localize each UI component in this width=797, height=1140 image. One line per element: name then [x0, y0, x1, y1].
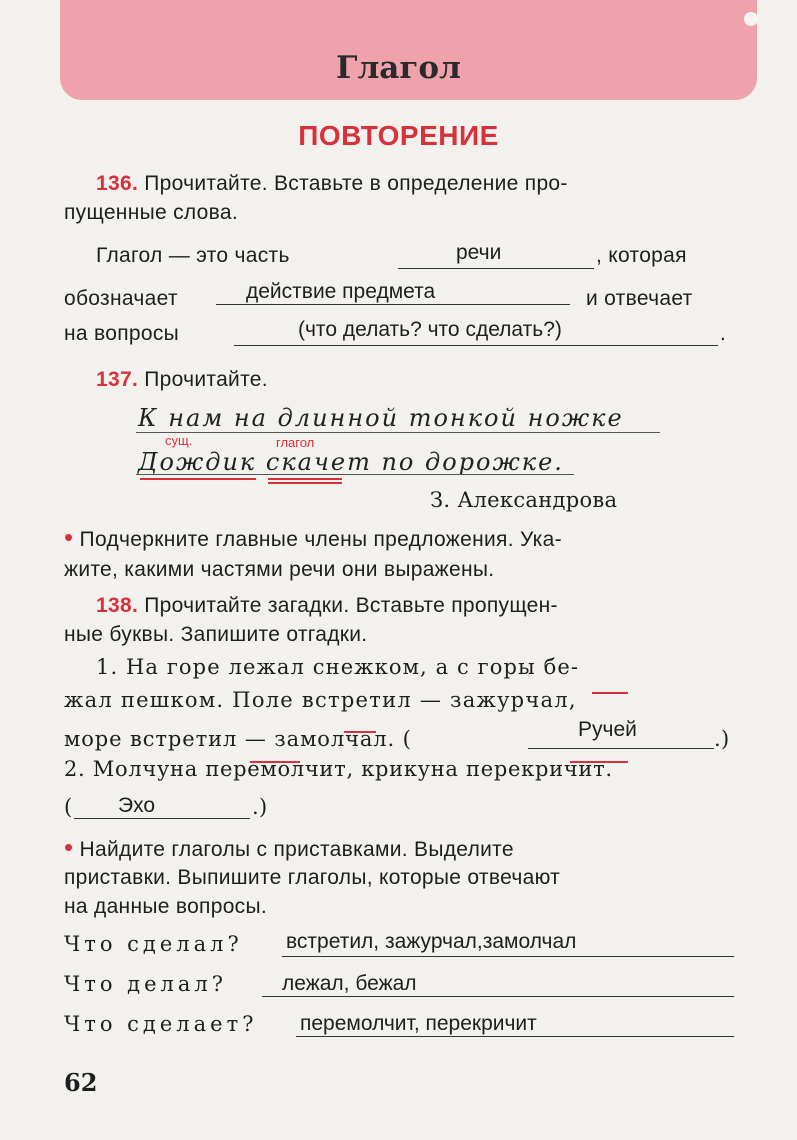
ex136-line2-start: обозначает	[64, 287, 178, 310]
ex138-number: 138.	[96, 594, 139, 617]
ex136-task-line2: пущенные слова.	[64, 201, 238, 224]
subject-underline	[140, 478, 256, 480]
ex138-bullet-line3: на данные вопросы.	[64, 895, 268, 918]
ex137-task-text: Прочитайте.	[144, 368, 268, 391]
riddle1-line1: 1. На горе лежал снежком, а с горы бе-	[96, 655, 580, 679]
ex136-line1-start: Глагол — это часть	[96, 244, 290, 267]
answer-3: перемолчит, перекричит	[300, 1012, 537, 1035]
ex137-number: 137.	[96, 368, 139, 391]
riddle1-line3-start: море встретил — замолчал. (	[64, 727, 412, 751]
page-number: 62	[64, 1068, 98, 1097]
answer-2: лежал, бежал	[282, 972, 417, 995]
riddle1-answer: Ручей	[578, 718, 637, 741]
bullet-dot: •	[64, 832, 74, 862]
ex137-author: З. Александрова	[430, 488, 618, 512]
handwriting-rule1	[136, 432, 660, 433]
ex137-bullet-text1: Подчеркните главные члены предложения. Ука-	[79, 528, 562, 551]
riddle2-line2-start: (	[64, 795, 73, 819]
prefix-mark-4	[570, 761, 628, 763]
riddle1-line3-end: .)	[714, 727, 730, 751]
question-3: Что сделает?	[64, 1012, 258, 1036]
ex138-task-line2: ные буквы. Запишите отгадки.	[64, 623, 368, 646]
bullet-dot: •	[64, 522, 74, 552]
ex138-bullet-line2: приставки. Выпишите глаголы, которые отвечают	[64, 866, 561, 889]
mark-noun: сущ.	[165, 433, 193, 448]
answer-line-3	[296, 1036, 734, 1037]
corner-dot	[744, 12, 758, 26]
answer-line-2	[262, 996, 734, 997]
ex136-line3-start: на вопросы	[64, 322, 180, 345]
ex137-task	[96, 368, 268, 392]
ex136-answer3: (что делать? что сделать?)	[298, 318, 562, 341]
ex137-bullet-line2: жите, какими частями речи они выражены.	[64, 558, 495, 581]
ex138-bullet-line1	[64, 832, 514, 862]
prefix-mark-1	[592, 692, 628, 694]
ex136-blank2	[216, 304, 570, 305]
page-title: Глагол	[336, 50, 461, 86]
ex136-blank3	[234, 345, 718, 346]
riddle2-blank	[74, 818, 250, 819]
ex136-line2-end: и отвечает	[586, 287, 693, 310]
ex136-answer1: речи	[456, 241, 502, 264]
handwriting-rule2	[136, 474, 574, 475]
ex136-line3-end: .	[720, 322, 727, 345]
ex136-task-text: Прочитайте. Вставьте в определение про-	[144, 172, 568, 195]
ex138-task	[96, 594, 558, 618]
answer-1: встретил, зажурчал,замолчал	[286, 930, 577, 953]
ex136-task	[96, 172, 568, 196]
ex136-line1-end: , которая	[596, 244, 687, 267]
prefix-mark-3	[250, 761, 300, 763]
riddle2-answer: Эхо	[118, 794, 156, 817]
mark-verb: глагол	[276, 435, 315, 450]
question-1: Что сделал?	[64, 932, 243, 956]
section-subtitle: ПОВТОРЕНИЕ	[298, 120, 499, 151]
handwriting-line2: Дождик скачет по дорожке.	[138, 448, 564, 476]
ex136-blank1	[398, 268, 594, 269]
ex136-answer2: действие предмета	[246, 280, 436, 303]
predicate-underline-1	[268, 478, 342, 480]
riddle2-line2-end: .)	[252, 795, 268, 819]
ex138-bullet-text1: Найдите глаголы с приставками. Выделите	[79, 838, 514, 861]
answer-line-1	[282, 956, 734, 957]
riddle2-line1: 2. Молчуна перемолчит, крикуна перекричит.	[64, 757, 613, 781]
predicate-underline-2	[268, 482, 342, 484]
ex138-task-text: Прочитайте загадки. Вставьте пропущен-	[144, 594, 558, 617]
ex136-number: 136.	[96, 172, 139, 195]
riddle1-blank	[528, 748, 714, 749]
riddle1-line2: жал пешком. Поле встретил — зажурчал,	[64, 688, 577, 712]
prefix-mark-2	[344, 731, 376, 733]
ex137-bullet-line1	[64, 522, 562, 552]
handwriting-line1: К нам на длинной тонкой ножке	[138, 404, 624, 432]
question-2: Что делал?	[64, 972, 227, 996]
